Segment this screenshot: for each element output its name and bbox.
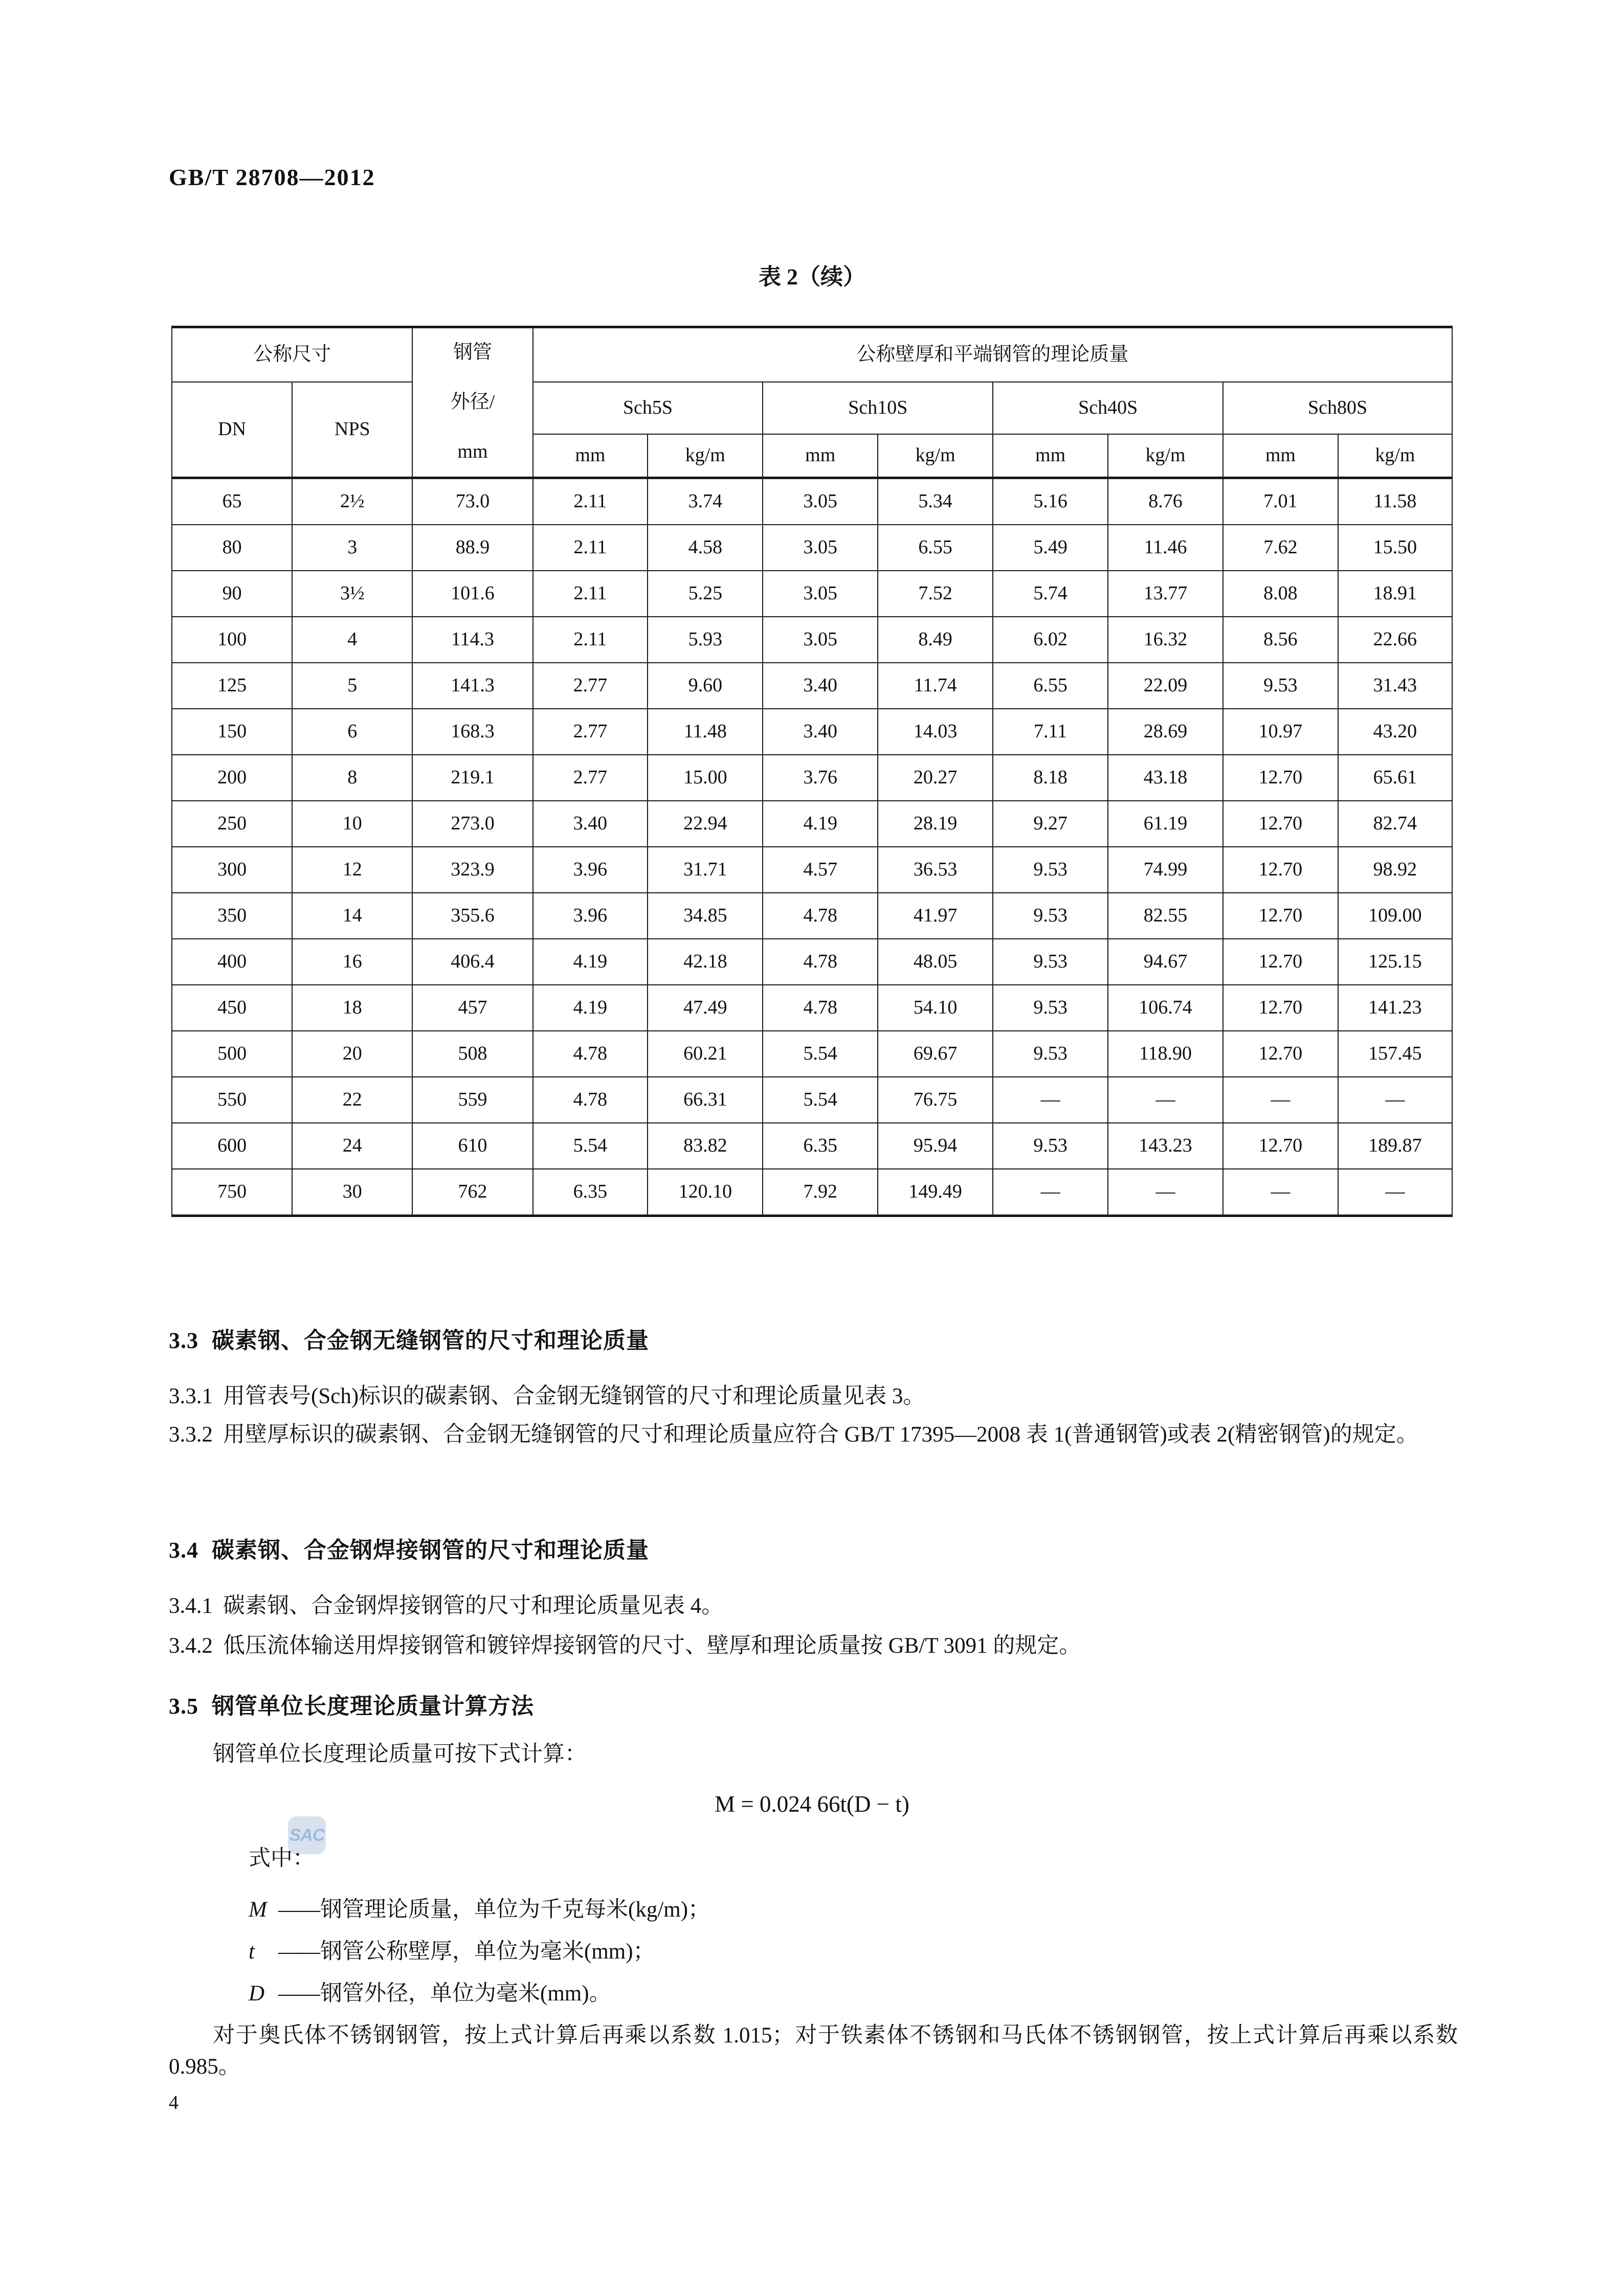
table-row [172,1169,1452,1216]
cell-dn: 250 [172,801,292,847]
section-3-5-closing-block [169,2020,1458,2082]
cell-sch80s-thickness: 10.97 [1223,709,1338,755]
header-mass-group: 公称壁厚和平端钢管的理论质量 [533,327,1452,382]
cell-od: 141.3 [412,663,532,709]
cell-od: 73.0 [412,478,532,525]
cell-sch5s-thickness: 2.11 [533,478,648,525]
section-3-5-number: 3.5 [169,1694,198,1719]
cell-sch5s-mass: 42.18 [648,939,763,985]
cell-sch40s-mass: 22.09 [1108,663,1223,709]
cell-sch5s-mass: 11.48 [648,709,763,755]
cell-sch80s-mass: 157.45 [1338,1031,1452,1077]
cell-sch5s-thickness: 2.11 [533,617,648,663]
cell-sch10s-thickness: 4.19 [763,801,878,847]
cell-sch80s-mass: 141.23 [1338,985,1452,1031]
header-sch10s: Sch10S [763,382,993,434]
cell-sch40s-mass: 82.55 [1108,893,1223,939]
cell-sch10s-thickness: 3.40 [763,709,878,755]
header-unit-sch5s-kgm: kg/m [648,434,763,478]
cell-nps: 12 [292,847,412,893]
cell-sch5s-mass: 83.82 [648,1123,763,1169]
cell-sch10s-thickness: 4.78 [763,939,878,985]
cell-sch80s-thickness: — [1223,1077,1338,1123]
cell-sch5s-mass: 34.85 [648,893,763,939]
cell-sch40s-mass: 16.32 [1108,617,1223,663]
cell-sch40s-thickness: 9.53 [993,1031,1108,1077]
header-row-group [172,327,1452,382]
cell-dn: 450 [172,985,292,1031]
section-3-3-number: 3.3 [169,1328,198,1353]
cell-sch5s-thickness: 5.54 [533,1123,648,1169]
cell-nps: 6 [292,709,412,755]
cell-sch10s-mass: 149.49 [878,1169,993,1216]
cell-sch10s-thickness: 5.54 [763,1031,878,1077]
definition-t-dash: —— [278,1940,318,1964]
cell-sch40s-mass: 118.90 [1108,1031,1223,1077]
cell-sch5s-mass: 9.60 [648,663,763,709]
cell-sch10s-mass: 95.94 [878,1123,993,1169]
cell-sch10s-mass: 36.53 [878,847,993,893]
table-row [172,709,1452,755]
definition-t-text: 钢管公称壁厚，单位为毫米(mm)； [320,1940,655,1964]
definition-t-symbol: t [249,1940,255,1964]
definition-D-dash: —— [278,1982,318,2006]
cell-sch5s-mass: 5.93 [648,617,763,663]
header-nps: NPS [292,382,412,478]
cell-sch80s-thickness: 12.70 [1223,801,1338,847]
table-row [172,801,1452,847]
cell-od: 762 [412,1169,532,1216]
section-3-3-2-label: 3.3.2 [169,1423,213,1447]
cell-sch80s-mass: — [1338,1169,1452,1216]
section-3-3-title: 碳素钢、合金钢无缝钢管的尺寸和理论质量 [212,1328,649,1353]
cell-sch40s-mass: 61.19 [1108,801,1223,847]
cell-sch80s-thickness: 8.56 [1223,617,1338,663]
header-dn: DN [172,382,292,478]
cell-nps: 18 [292,985,412,1031]
cell-sch80s-mass: 18.91 [1338,571,1452,617]
cell-sch5s-thickness: 3.96 [533,847,648,893]
cell-sch40s-thickness: 5.49 [993,525,1108,571]
cell-sch40s-thickness: 5.74 [993,571,1108,617]
header-unit-sch40s-kgm: kg/m [1108,434,1223,478]
cell-sch40s-thickness: 9.53 [993,847,1108,893]
cell-sch40s-mass: 94.67 [1108,939,1223,985]
table-row [172,571,1452,617]
cell-sch5s-mass: 15.00 [648,755,763,801]
header-unit-sch10s-kgm: kg/m [878,434,993,478]
cell-sch40s-thickness: 8.18 [993,755,1108,801]
header-sch5s: Sch5S [533,382,763,434]
table-row [172,1123,1452,1169]
table-row [172,1031,1452,1077]
cell-sch5s-mass: 22.94 [648,801,763,847]
cell-sch40s-thickness: 9.27 [993,801,1108,847]
table-head [172,327,1452,478]
cell-dn: 150 [172,709,292,755]
cell-sch80s-mass: 189.87 [1338,1123,1452,1169]
cell-sch5s-thickness: 4.78 [533,1077,648,1123]
cell-nps: 10 [292,801,412,847]
cell-nps: 4 [292,617,412,663]
cell-nps: 22 [292,1077,412,1123]
section-3-5-title: 钢管单位长度理论质量计算方法 [212,1694,534,1719]
cell-od: 323.9 [412,847,532,893]
cell-nps: 2½ [292,478,412,525]
cell-sch5s-thickness: 3.40 [533,801,648,847]
cell-sch80s-thickness: 12.70 [1223,847,1338,893]
section-3-5-heading [169,1687,1458,1720]
section-3-4-1-paragraph [169,1590,1458,1622]
section-3-4-2-paragraph [169,1630,1458,1661]
cell-sch10s-mass: 7.52 [878,571,993,617]
section-3-4-heading [169,1532,1458,1564]
cell-sch10s-thickness: 5.54 [763,1077,878,1123]
cell-sch10s-mass: 54.10 [878,985,993,1031]
cell-sch10s-thickness: 7.92 [763,1169,878,1216]
cell-dn: 90 [172,571,292,617]
definition-D-text: 钢管外径，单位为毫米(mm)。 [320,1982,611,2006]
header-od-line3: mm [457,440,488,462]
cell-sch10s-mass: 28.19 [878,801,993,847]
cell-sch40s-mass: 28.69 [1108,709,1223,755]
section-3-4-2-block [169,1630,1458,1661]
table-row [172,1077,1452,1123]
definition-M [249,1892,710,1923]
section-3-4-2-text: 低压流体输送用焊接钢管和镀锌焊接钢管的尺寸、壁厚和理论质量按 GB/T 3091 的规定。 [223,1634,1081,1658]
cell-dn: 350 [172,893,292,939]
cell-nps: 5 [292,663,412,709]
section-3-3-1-text: 用管表号(Sch)标识的碳素钢、合金钢无缝钢管的尺寸和理论质量见表 3。 [223,1384,925,1408]
cell-sch10s-mass: 20.27 [878,755,993,801]
cell-dn: 600 [172,1123,292,1169]
cell-sch5s-thickness: 6.35 [533,1169,648,1216]
section-3-3-1-label: 3.3.1 [169,1384,213,1408]
cell-od: 88.9 [412,525,532,571]
cell-sch80s-mass: 31.43 [1338,663,1452,709]
cell-sch80s-mass: 22.66 [1338,617,1452,663]
cell-sch5s-thickness: 2.77 [533,663,648,709]
table-body [172,478,1452,1216]
section-3-4-block [169,1532,1458,1564]
cell-od: 457 [412,985,532,1031]
cell-nps: 8 [292,755,412,801]
cell-sch80s-thickness: 7.01 [1223,478,1338,525]
table-row [172,617,1452,663]
cell-sch40s-thickness: 9.53 [993,893,1108,939]
section-3-4-1-text: 碳素钢、合金钢焊接钢管的尺寸和理论质量见表 4。 [223,1594,724,1618]
cell-od: 559 [412,1077,532,1123]
cell-sch40s-thickness: — [993,1077,1108,1123]
cell-sch80s-thickness: 12.70 [1223,893,1338,939]
cell-sch80s-thickness: 12.70 [1223,1123,1338,1169]
cell-sch5s-mass: 66.31 [648,1077,763,1123]
definition-M-text: 钢管理论质量，单位为千克每米(kg/m)； [320,1898,710,1922]
cell-sch80s-mass: 65.61 [1338,755,1452,801]
section-3-5-block [169,1687,1458,1720]
cell-sch80s-thickness: 9.53 [1223,663,1338,709]
cell-sch10s-mass: 48.05 [878,939,993,985]
section-3-3-block [169,1322,1458,1355]
cell-od: 168.3 [412,709,532,755]
section-3-4-title: 碳素钢、合金钢焊接钢管的尺寸和理论质量 [212,1538,649,1563]
header-unit-sch40s-mm: mm [993,434,1108,478]
cell-sch80s-thickness: 12.70 [1223,1031,1338,1077]
cell-nps: 24 [292,1123,412,1169]
section-3-4-1-label: 3.4.1 [169,1594,213,1618]
cell-sch80s-mass: 11.58 [1338,478,1452,525]
table-row [172,755,1452,801]
cell-sch5s-thickness: 2.77 [533,755,648,801]
cell-sch80s-mass: — [1338,1077,1452,1123]
cell-sch5s-mass: 60.21 [648,1031,763,1077]
cell-nps: 14 [292,893,412,939]
cell-sch5s-mass: 3.74 [648,478,763,525]
section-3-3-1-paragraph [169,1381,1458,1412]
cell-sch40s-thickness: 9.53 [993,939,1108,985]
cell-dn: 65 [172,478,292,525]
cell-sch80s-mass: 125.15 [1338,939,1452,985]
cell-dn: 300 [172,847,292,893]
cell-sch10s-thickness: 4.78 [763,985,878,1031]
cell-sch5s-thickness: 4.19 [533,985,648,1031]
cell-sch10s-thickness: 3.05 [763,571,878,617]
cell-od: 508 [412,1031,532,1077]
cell-sch40s-mass: 106.74 [1108,985,1223,1031]
cell-dn: 100 [172,617,292,663]
section-3-3-1-block [169,1381,1458,1412]
table-row [172,985,1452,1031]
cell-sch10s-thickness: 6.35 [763,1123,878,1169]
cell-sch5s-thickness: 2.11 [533,525,648,571]
cell-sch80s-mass: 98.92 [1338,847,1452,893]
table-row [172,663,1452,709]
cell-sch10s-mass: 6.55 [878,525,993,571]
header-od-line1: 钢管 [453,342,492,364]
cell-sch10s-thickness: 4.57 [763,847,878,893]
cell-sch10s-thickness: 3.40 [763,663,878,709]
cell-sch80s-thickness: 8.08 [1223,571,1338,617]
header-unit-sch5s-mm: mm [533,434,648,478]
spec-table-container [171,326,1453,1217]
cell-sch10s-thickness: 4.78 [763,893,878,939]
cell-od: 355.6 [412,893,532,939]
cell-sch10s-mass: 41.97 [878,893,993,939]
header-row-schedule [172,382,1452,434]
section-3-4-1-block [169,1590,1458,1622]
cell-sch5s-thickness: 4.19 [533,939,648,985]
cell-sch40s-thickness: 9.53 [993,985,1108,1031]
formula-lead-in: 钢管单位长度理论质量可按下式计算： [213,1742,587,1766]
cell-sch80s-thickness: 12.70 [1223,985,1338,1031]
cell-sch5s-thickness: 4.78 [533,1031,648,1077]
section-3-3-heading [169,1322,1458,1355]
table-caption: 表 2（续） [759,264,865,289]
cell-dn: 125 [172,663,292,709]
cell-sch40s-mass: 74.99 [1108,847,1223,893]
cell-sch80s-thickness: — [1223,1169,1338,1216]
cell-sch5s-thickness: 2.11 [533,571,648,617]
header-unit-sch80s-kgm: kg/m [1338,434,1452,478]
definition-M-dash: —— [278,1898,318,1922]
cell-od: 101.6 [412,571,532,617]
cell-dn: 400 [172,939,292,985]
cell-sch5s-thickness: 3.96 [533,893,648,939]
cell-sch10s-mass: 8.49 [878,617,993,663]
where-label: 式中： [249,1847,315,1871]
definition-D-symbol: D [249,1982,265,2006]
cell-sch10s-mass: 14.03 [878,709,993,755]
header-nominal-size: 公称尺寸 [172,327,412,382]
cell-sch10s-mass: 5.34 [878,478,993,525]
table-row [172,847,1452,893]
cell-sch80s-mass: 82.74 [1338,801,1452,847]
cell-sch80s-thickness: 7.62 [1223,525,1338,571]
table-row [172,893,1452,939]
cell-od: 273.0 [412,801,532,847]
cell-sch40s-mass: — [1108,1169,1223,1216]
header-sch40s: Sch40S [993,382,1223,434]
cell-sch5s-mass: 5.25 [648,571,763,617]
cell-sch80s-mass: 43.20 [1338,709,1452,755]
cell-sch40s-thickness: 9.53 [993,1123,1108,1169]
header-outer-diameter [412,327,532,478]
section-3-3-2-paragraph [169,1419,1458,1450]
cell-sch40s-thickness: 7.11 [993,709,1108,755]
table-row [172,525,1452,571]
cell-dn: 500 [172,1031,292,1077]
cell-sch5s-mass: 120.10 [648,1169,763,1216]
section-3-3-2-text: 用壁厚标识的碳素钢、合金钢无缝钢管的尺寸和理论质量应符合 GB/T 17395—2008 表 1(普通钢管)或表 2(精密钢管)的规定。 [223,1423,1418,1447]
cell-sch40s-mass: 8.76 [1108,478,1223,525]
cell-dn: 80 [172,525,292,571]
cell-sch40s-thickness: 5.16 [993,478,1108,525]
section-3-4-2-label: 3.4.2 [169,1634,213,1658]
cell-sch40s-thickness: 6.55 [993,663,1108,709]
cell-sch40s-mass: 143.23 [1108,1123,1223,1169]
table-row [172,939,1452,985]
cell-sch40s-mass: 43.18 [1108,755,1223,801]
definition-t [249,1934,655,1965]
cell-sch10s-thickness: 3.05 [763,617,878,663]
cell-sch40s-thickness: 6.02 [993,617,1108,663]
mass-formula: M = 0.024 66t(D − t) [715,1791,909,1817]
cell-dn: 750 [172,1169,292,1216]
cell-sch80s-mass: 109.00 [1338,893,1452,939]
cell-nps: 16 [292,939,412,985]
cell-sch40s-mass: — [1108,1077,1223,1123]
cell-nps: 30 [292,1169,412,1216]
cell-sch5s-mass: 4.58 [648,525,763,571]
cell-sch5s-mass: 31.71 [648,847,763,893]
cell-sch10s-mass: 11.74 [878,663,993,709]
section-3-3-2-block [169,1419,1458,1450]
cell-dn: 550 [172,1077,292,1123]
section-3-5-leadin-block [169,1739,1458,1770]
section-3-4-number: 3.4 [169,1538,198,1563]
header-od-line2: 外径/ [450,391,495,413]
definition-D [249,1976,611,2007]
cell-sch80s-thickness: 12.70 [1223,939,1338,985]
standard-number-header: GB/T 28708—2012 [169,164,375,190]
cell-sch40s-thickness: — [993,1169,1108,1216]
cell-dn: 200 [172,755,292,801]
cell-od: 610 [412,1123,532,1169]
page-number: 4 [169,2092,179,2113]
cell-sch40s-mass: 11.46 [1108,525,1223,571]
definition-M-symbol: M [249,1898,267,1922]
header-sch80s: Sch80S [1223,382,1452,434]
cell-sch5s-thickness: 2.77 [533,709,648,755]
cell-sch5s-mass: 47.49 [648,985,763,1031]
cell-sch10s-thickness: 3.76 [763,755,878,801]
cell-sch40s-mass: 13.77 [1108,571,1223,617]
cell-od: 114.3 [412,617,532,663]
cell-od: 219.1 [412,755,532,801]
header-unit-sch80s-mm: mm [1223,434,1338,478]
cell-sch10s-thickness: 3.05 [763,478,878,525]
sac-watermark-logo: SAC [288,1816,326,1854]
table-row [172,478,1452,525]
cell-sch10s-thickness: 3.05 [763,525,878,571]
cell-sch10s-mass: 76.75 [878,1077,993,1123]
cell-od: 406.4 [412,939,532,985]
pipe-dimension-table [171,326,1453,1217]
cell-nps: 20 [292,1031,412,1077]
cell-nps: 3½ [292,571,412,617]
coefficient-note: 对于奥氏体不锈钢钢管，按上式计算后再乘以系数 1.015；对于铁素体不锈钢和马氏体不锈钢钢管，按上式计算后再乘以系数 0.985。 [169,2023,1458,2079]
cell-nps: 3 [292,525,412,571]
cell-sch80s-thickness: 12.70 [1223,755,1338,801]
cell-sch80s-mass: 15.50 [1338,525,1452,571]
cell-sch10s-mass: 69.67 [878,1031,993,1077]
header-unit-sch10s-mm: mm [763,434,878,478]
